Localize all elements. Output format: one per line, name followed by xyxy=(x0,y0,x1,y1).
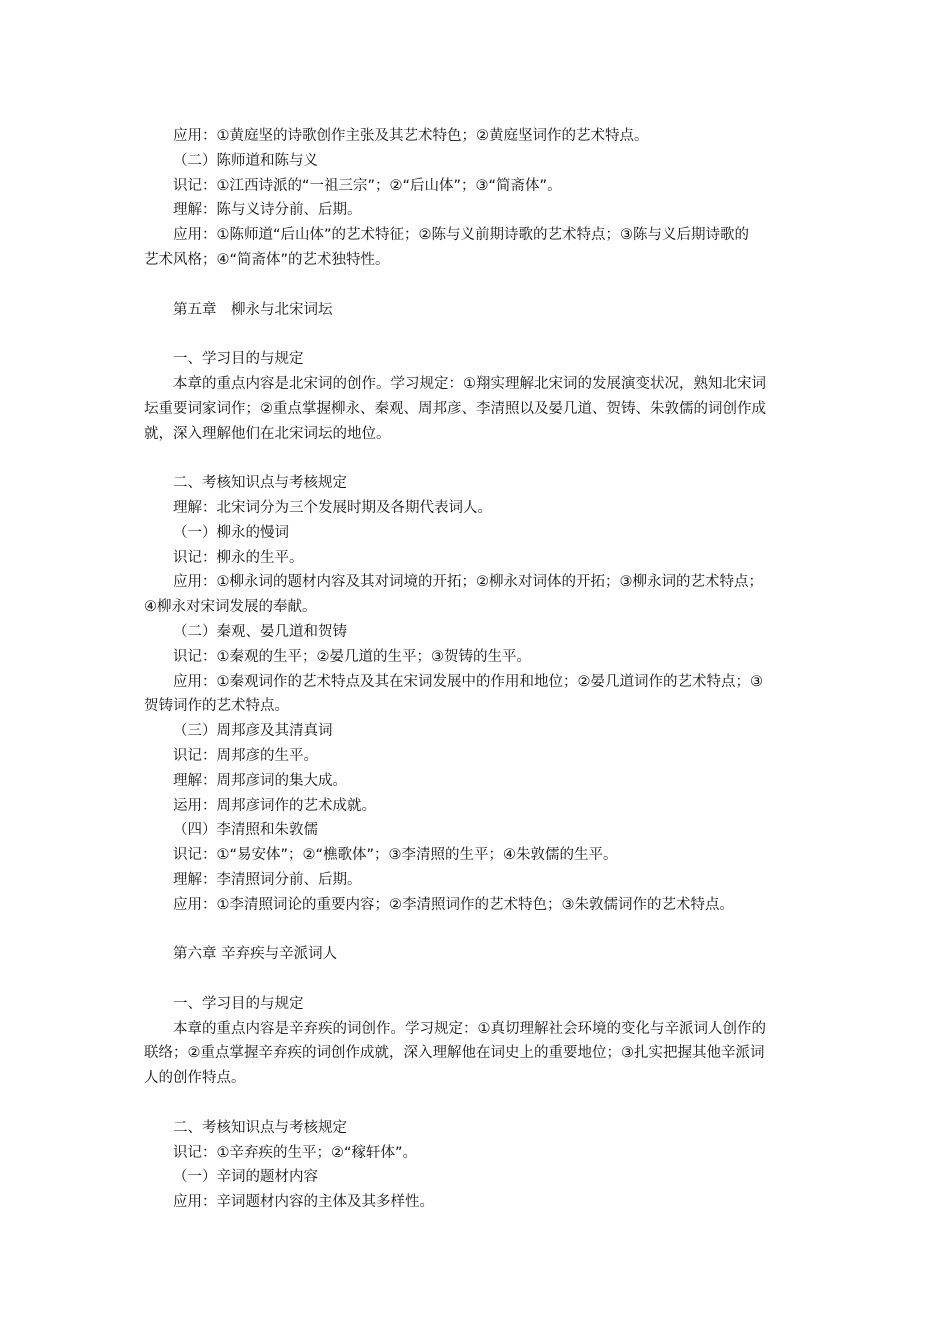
text-line: 本章的重点内容是辛弃疾的词创作。学习规定：①真切理解社会环境的变化与辛派词人创作的 xyxy=(173,1020,766,1037)
text-line: 二、考核知识点与考核规定 xyxy=(173,475,347,492)
text-line: 应用：①黄庭坚的诗歌创作主张及其艺术特色；②黄庭坚词作的艺术特点。 xyxy=(173,128,649,144)
text-line: 一、学习目的与规定 xyxy=(173,995,304,1012)
text-line: 人的创作特点。 xyxy=(144,1070,246,1087)
text-line: 识记：①江西诗派的“一祖三宗”；②“后山体”；③“简斋体”。 xyxy=(173,177,562,194)
text-line: 理解：李清照词分前、后期。 xyxy=(173,871,362,888)
text-line: 应用：辛词题材内容的主体及其多样性。 xyxy=(173,1194,434,1211)
text-line: 理解：陈与义诗分前、后期。 xyxy=(173,202,362,219)
text-line: 本章的重点内容是北宋词的创作。学习规定：①翔实理解北宋词的发展演变状况，熟知北宋词 xyxy=(173,375,766,392)
text-line: 识记：柳永的生平。 xyxy=(173,549,304,566)
text-line: 识记：周邦彦的生平。 xyxy=(173,747,318,764)
text-line: 应用：①李清照词论的重要内容；②李清照词作的艺术特色；③朱敦儒词作的艺术特点。 xyxy=(173,896,734,913)
text-line: 艺术风格；④“简斋体”的艺术独特性。 xyxy=(144,251,390,268)
document-body xyxy=(144,124,808,1215)
blank-line xyxy=(144,446,808,471)
text-line: 理解：周邦彦词的集大成。 xyxy=(173,772,347,789)
text-line: 运用：周邦彦词作的艺术成就。 xyxy=(173,797,376,814)
text-line: 第五章 柳永与北宋词坛 xyxy=(173,301,333,318)
blank-line xyxy=(144,1091,808,1116)
text-line: 应用：①秦观词作的艺术特点及其在宋词发展中的作用和地位；②晏几道词作的艺术特点；③ xyxy=(173,673,763,690)
text-line: 理解：北宋词分为三个发展时期及各期代表词人。 xyxy=(173,499,492,516)
blank-line xyxy=(144,322,808,347)
text-line: 应用：①柳永词的题材内容及其对词境的开拓；②柳永对词体的开拓；③柳永词的艺术特点； xyxy=(173,574,763,591)
text-line: 联络；②重点掌握辛弃疾的词创作成就，深入理解他在词史上的重要地位；③扎实把握其他辛派词 xyxy=(144,1045,765,1062)
text-line: （三）周邦彦及其清真词 xyxy=(173,723,333,740)
text-line: 就，深入理解他们在北宋词坛的地位。 xyxy=(144,425,391,442)
text-line: 一、学习目的与规定 xyxy=(173,351,304,368)
text-line: （一）辛词的题材内容 xyxy=(173,1169,318,1186)
text-line: 坛重要词家词作；②重点掌握柳永、秦观、周邦彦、李清照以及晏几道、贺铸、朱敦儒的词创作成 xyxy=(144,400,766,417)
text-line: ④柳永对宋词发展的奉献。 xyxy=(144,599,317,616)
text-line: 二、考核知识点与考核规定 xyxy=(173,1119,347,1136)
text-line: 第六章 辛弃疾与辛派词人 xyxy=(173,946,338,963)
text-line: 贺铸词作的艺术特点。 xyxy=(144,698,289,715)
text-line: （二）陈师道和陈与义 xyxy=(173,152,318,169)
text-line: 识记：①“易安体”；②“樵歌体”；③李清照的生平；④朱敦儒的生平。 xyxy=(173,847,618,864)
blank-line xyxy=(144,967,808,992)
text-line: 识记：①秦观的生平；②晏几道的生平；③贺铸的生平。 xyxy=(173,648,531,665)
text-line: 识记：①辛弃疾的生平；②“稼轩体”。 xyxy=(173,1144,418,1161)
text-line: （二）秦观、晏几道和贺铸 xyxy=(173,623,347,640)
text-line: 应用：①陈师道“后山体”的艺术特征；②陈与义前期诗歌的艺术特点；③陈与义后期诗歌的 xyxy=(173,227,750,244)
blank-line xyxy=(144,918,808,943)
text-line: （一）柳永的慢词 xyxy=(173,524,289,541)
blank-line xyxy=(144,273,808,298)
text-line: （四）李清照和朱敦儒 xyxy=(173,822,318,839)
